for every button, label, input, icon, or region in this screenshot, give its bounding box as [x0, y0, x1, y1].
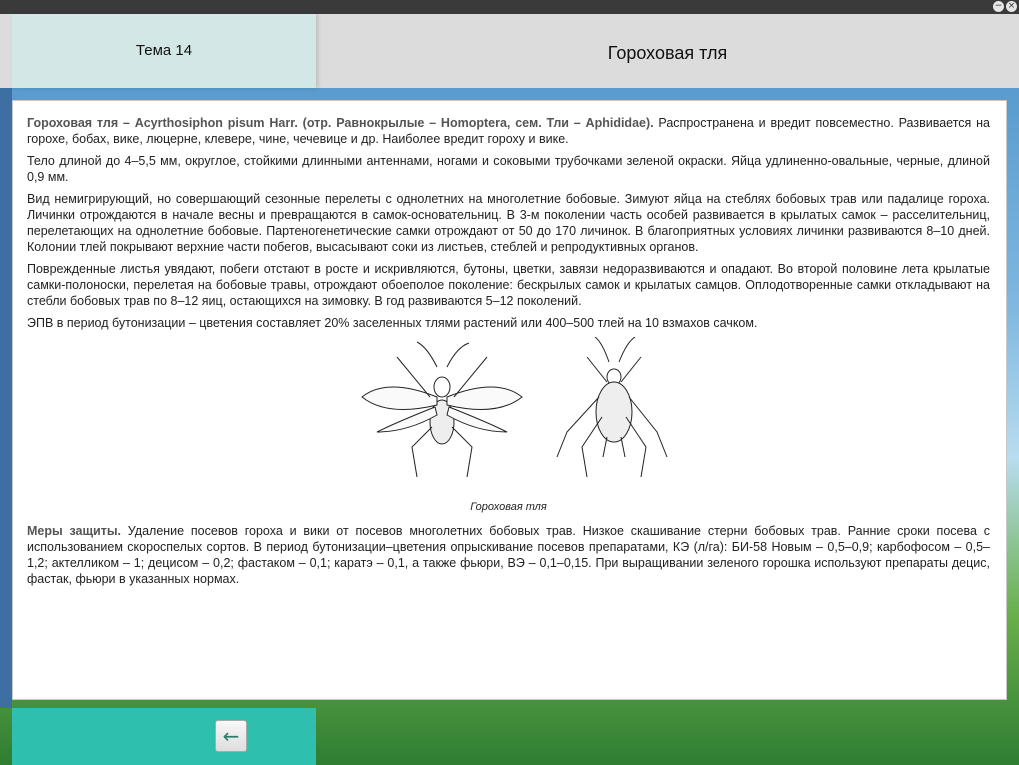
- topic-tab-label: Тема 14: [135, 42, 193, 59]
- intro-bold: Гороховая тля – Acyrthosiphon pisum Harr. (отр. Равнокрылые – Homoptera, сем. Тли – Aphididae).: [27, 116, 654, 130]
- page-title: Гороховая тля: [607, 43, 728, 63]
- paragraph-damage: Поврежденные листья увядают, побеги отстают в росте и искривляются, бутоны, цветки, завязи недоразвиваются и опадают. Во второй половине лета крылатые самки-полоноски, перелетая на бобовые травы, отрождают обоеполое поколение: бескрылых самок и крылатых самцов. Оплодотворенные самки откладывают на стебли бобовых трав по 8–12 яиц, остающихся на зимовку. В год развиваются 5–12 поколений.: [27, 262, 990, 308]
- paragraph-threshold: ЭПВ в период бутонизации – цветения составляет 20% заселенных тлями растений или 400–500 тлей на 10 взмахов сачком.: [27, 316, 758, 330]
- top-bar: [0, 0, 1019, 14]
- minimize-icon[interactable]: −: [994, 1, 1003, 11]
- paragraph-intro: [27, 115, 990, 147]
- paragraph-lifecycle: Вид немигрирующий, но совершающий сезонные перелеты с однолетних на многолетние бобовые. Зимуют яйца на стеблях бобовых трав или падалице гороха. Личинки отрождаются в начале весны и превращаются в самок-основательниц. В 3-м поколении часть особей развивается в крылатых самок – расселительниц, перелетающих на однолетние бобовые. Партеногенетические самки отрождают от 50 до 170 личинок. В благоприятных условиях личинки развиваются 8–10 дней. Колонии тлей покрывают верхние части побегов, высасывают соки из листьев, стеблей и репродуктивных органов.: [27, 192, 990, 254]
- protection-text: Удаление посевов гороха и вики от посевов многолетних бобовых трав. Низкое скашивание стерни бобовых трав. Ранние сроки посева с использованием скороспелых сортов. В период бутонизации–цветения опрыскивание посевов препаратами, КЭ (л/га): БИ-58 Новым – 0,5–0,9; карбофосом – 0,5–1,2; актелликом – 1; децисом – 0,2; фастаком – 0,1; каратэ – 0,1, а также фьюри, ВЭ – 0,1–0,15. При выращивании зеленого горошка используют препараты децис, фастак, фьюри в указанных нормах.: [27, 524, 990, 586]
- figure-caption: Гороховая тля: [470, 501, 547, 513]
- background-strip: [0, 88, 12, 708]
- content-panel: [12, 100, 1007, 700]
- paragraph-description: Тело длиной до 4–5,5 мм, округлое, стойкими длинными антеннами, ногами и соковыми трубочками зеленой окраски. Яйца удлиненно-овальные, черные, длиной 0,9 мм.: [27, 154, 990, 184]
- arrow-left-icon: ←: [222, 724, 240, 748]
- footer-bar: [12, 708, 316, 765]
- intro-text: Распространена и вредит повсеместно. Развивается на горохе, бобах, вике, люцерне, клевере, чине, чечевице и др. Наиболее вредит гороху и вике.: [27, 116, 990, 146]
- aphid-illustration: [27, 337, 990, 497]
- protection-bold: Меры защиты.: [27, 524, 121, 538]
- back-button[interactable]: [215, 720, 247, 752]
- topic-tab[interactable]: [12, 14, 316, 88]
- aphid-drawing: [357, 337, 697, 487]
- paragraph-protection: [27, 523, 990, 587]
- close-icon[interactable]: ×: [1007, 1, 1016, 11]
